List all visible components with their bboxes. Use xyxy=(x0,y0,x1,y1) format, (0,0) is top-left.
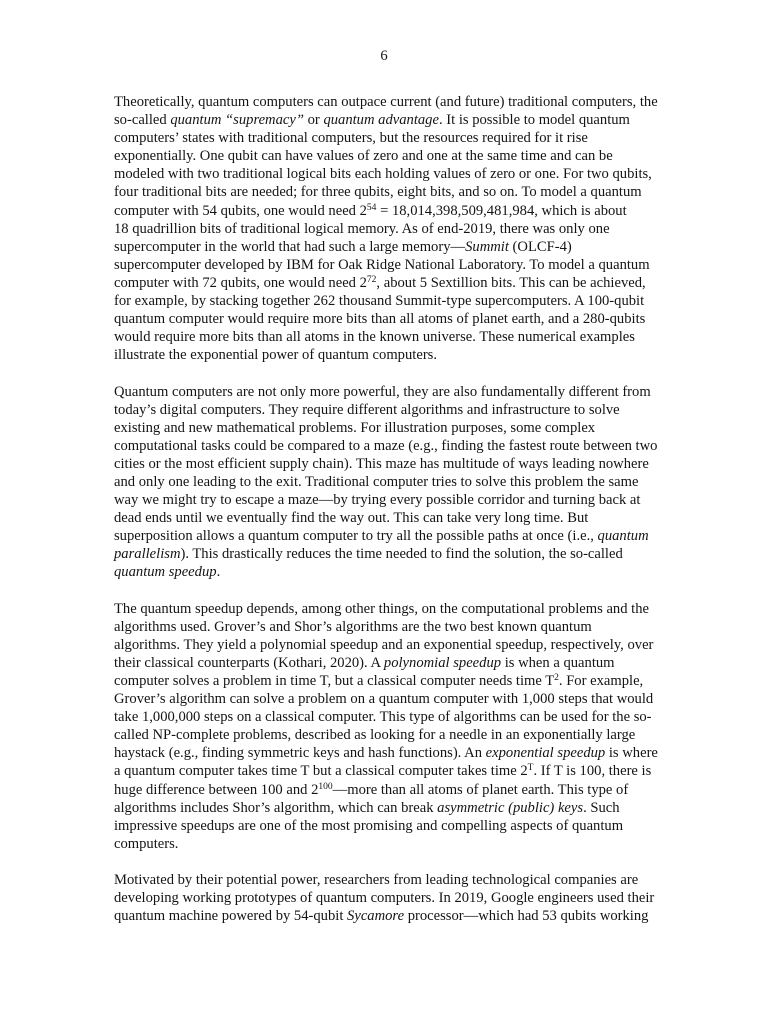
text-line xyxy=(114,202,676,220)
text-run: (OLCF-4) xyxy=(508,238,572,255)
text-line xyxy=(114,328,676,346)
text-line xyxy=(114,491,676,509)
text-run: is where xyxy=(605,745,658,762)
text-line xyxy=(114,165,676,183)
text-line xyxy=(114,618,676,636)
text-run: Quantum computers are not only more powerful, they are also fundamentally different from xyxy=(114,383,651,400)
superscript: 54 xyxy=(366,202,377,213)
text-run: exponentially. One qubit can have values of zero and one at the same time and can be xyxy=(114,148,613,165)
text-run: computational tasks could be compared to a maze (e.g., finding the fastest route between two xyxy=(114,437,658,454)
text-run: = 18,014,398,509,481,984, which is about xyxy=(376,202,627,219)
text-run: algorithms used. Grover’s and Shor’s algorithms are the two best known quantum xyxy=(114,618,592,635)
text-run: so-called xyxy=(114,112,171,129)
text-run: . If T is 100, there is xyxy=(533,763,652,780)
text-run: computer with 72 qubits, one would need 2 xyxy=(114,274,367,291)
text-line xyxy=(114,274,676,292)
text-run: cities or the most efficient supply chain). This maze has multitude of ways leading nowhere xyxy=(114,455,649,472)
text-line xyxy=(114,346,676,364)
text-line xyxy=(114,636,676,654)
text-line xyxy=(114,672,676,690)
text-run: their classical counterparts (Kothari, 2020). A xyxy=(114,654,384,671)
text-run: computers’ states with traditional computers, but the resources required for it rise xyxy=(114,130,588,147)
text-run: supercomputer in the world that had such a large memory— xyxy=(114,238,466,255)
text-line xyxy=(114,889,676,907)
text-run: Grover’s algorithm can solve a problem on a quantum computer with 1,000 steps that would xyxy=(114,691,654,708)
italic-text: polynomial speedup xyxy=(383,654,502,671)
text-line xyxy=(114,744,676,762)
text-run: Motivated by their potential power, researchers from leading technological companies are xyxy=(114,872,639,889)
text-line xyxy=(114,256,676,274)
text-line xyxy=(114,147,676,165)
text-run: algorithms. They yield a polynomial speedup and an exponential speedup, respectively, over xyxy=(114,636,654,653)
text-run: a quantum computer takes time T but a classical computer takes time 2 xyxy=(114,763,528,780)
paragraph-4 xyxy=(114,871,676,925)
text-line xyxy=(114,545,676,563)
text-line xyxy=(114,799,676,817)
text-run: superposition allows a quantum computer to try all the possible paths at once (i.e., xyxy=(114,528,598,545)
text-run: computers. xyxy=(114,835,179,852)
text-run: huge difference between 100 and 2 xyxy=(114,781,319,798)
text-line xyxy=(114,183,676,201)
text-run: developing working prototypes of quantum computers. In 2019, Google engineers used their xyxy=(114,890,655,907)
superscript: T xyxy=(527,763,534,774)
text-run: . It is possible to model quantum xyxy=(438,112,630,129)
text-run: for example, by stacking together 262 thousand Summit-type supercomputers. A 100-qubit xyxy=(114,293,645,310)
text-run: ). This drastically reduces the time needed to find the solution, the so-called xyxy=(180,546,623,563)
text-run: The quantum speedup depends, among other things, on the computational problems and the xyxy=(114,600,649,617)
text-run: dead ends until we eventually find the way out. This can take very long time. But xyxy=(114,510,589,527)
text-run: 18 quadrillion bits of traditional logical memory. As of end-2019, there was only one xyxy=(114,220,610,237)
text-line xyxy=(114,527,676,545)
text-line xyxy=(114,690,676,708)
text-line xyxy=(114,835,676,853)
text-line xyxy=(114,93,676,111)
italic-text: quantum speedup xyxy=(114,564,217,581)
italic-text: Summit xyxy=(465,238,509,255)
text-run: modeled with two traditional logical bits each holding values of zero or one. For two qubits, xyxy=(114,166,652,183)
text-line xyxy=(114,654,676,672)
italic-text: parallelism xyxy=(114,546,181,563)
text-run: is when a quantum xyxy=(501,654,615,671)
text-run: computer solves a problem in time T, but a classical computer needs time T xyxy=(114,673,555,689)
text-line xyxy=(114,383,676,401)
text-run: illustrate the exponential power of quantum computers. xyxy=(114,347,438,364)
text-run: . For example, xyxy=(558,673,644,689)
text-run: way we might try to escape a maze—by trying every possible corridor and turning back at xyxy=(114,492,641,509)
text-line xyxy=(114,310,676,328)
text-line xyxy=(114,563,676,581)
text-line xyxy=(114,419,676,437)
text-line xyxy=(114,907,676,925)
text-run: supercomputer developed by IBM for Oak Ridge National Laboratory. To model a quantum xyxy=(114,256,650,273)
italic-text: quantum advantage xyxy=(323,112,439,129)
text-line xyxy=(114,600,676,618)
text-run: —more than all atoms of planet earth. This type of xyxy=(332,781,629,798)
text-line xyxy=(114,220,676,238)
text-run: would require more bits than all atoms in the known universe. These numerical examples xyxy=(114,329,635,346)
text-run: quantum computer would require more bits than all atoms of planet earth, and a 280-qubits xyxy=(114,311,646,328)
text-run: computer with 54 qubits, one would need 2 xyxy=(114,202,367,219)
text-run: four traditional bits are needed; for three qubits, eight bits, and so on. To model a quantum xyxy=(114,184,642,201)
text-run: , about 5 Sextillion bits. This can be achieved, xyxy=(376,274,646,291)
text-run: take 1,000,000 steps on a classical computer. This type of algorithms can be used for the so- xyxy=(114,709,652,726)
text-line xyxy=(114,509,676,527)
text-line xyxy=(114,726,676,744)
text-line xyxy=(114,238,676,256)
text-line xyxy=(114,129,676,147)
text-line xyxy=(114,473,676,491)
italic-text: exponential speedup xyxy=(485,745,606,762)
text-run: called NP-complete problems, described as looking for a needle in an exponentially large xyxy=(114,727,636,744)
text-run: . Such xyxy=(583,799,620,816)
text-run: today’s digital computers. They require different algorithms and infrastructure to solve xyxy=(114,401,620,418)
text-line xyxy=(114,708,676,726)
text-line xyxy=(114,437,676,455)
italic-text: quantum xyxy=(597,528,649,545)
text-line xyxy=(114,781,676,799)
superscript: 72 xyxy=(366,274,377,285)
text-line xyxy=(114,762,676,780)
italic-text: asymmetric (public) keys xyxy=(437,799,584,816)
text-line xyxy=(114,292,676,310)
superscript: 100 xyxy=(318,781,333,792)
text-run: impressive speedups are one of the most promising and compelling aspects of quantum xyxy=(114,817,624,834)
text-line xyxy=(114,401,676,419)
text-line xyxy=(114,817,676,835)
paragraph-3 xyxy=(114,600,676,853)
text-run: or xyxy=(303,112,324,129)
text-run: Theoretically, quantum computers can outpace current (and future) traditional computers, the xyxy=(114,94,658,110)
text-run: processor—which had 53 qubits working xyxy=(404,908,649,925)
text-run: quantum machine powered by 54-qubit xyxy=(114,908,348,925)
text-line xyxy=(114,455,676,473)
superscript: 2 xyxy=(554,673,559,683)
text-run: . xyxy=(216,564,221,581)
text-line xyxy=(114,871,676,889)
italic-text: Sycamore xyxy=(347,908,405,925)
body-text xyxy=(114,93,676,943)
page-number: 6 xyxy=(380,48,388,64)
paragraph-1 xyxy=(114,93,676,364)
italic-text: quantum “supremacy” xyxy=(170,112,304,129)
text-run: existing and new mathematical problems. For illustration purposes, some complex xyxy=(114,419,596,436)
paragraph-2 xyxy=(114,383,676,582)
text-run: algorithms includes Shor’s algorithm, which can break xyxy=(114,799,438,816)
text-run: and only one leading to the exit. Traditional computer tries to solve this problem the same xyxy=(114,473,639,490)
text-run: haystack (e.g., finding symmetric keys and hash functions). An xyxy=(114,745,486,762)
text-line xyxy=(114,111,676,129)
